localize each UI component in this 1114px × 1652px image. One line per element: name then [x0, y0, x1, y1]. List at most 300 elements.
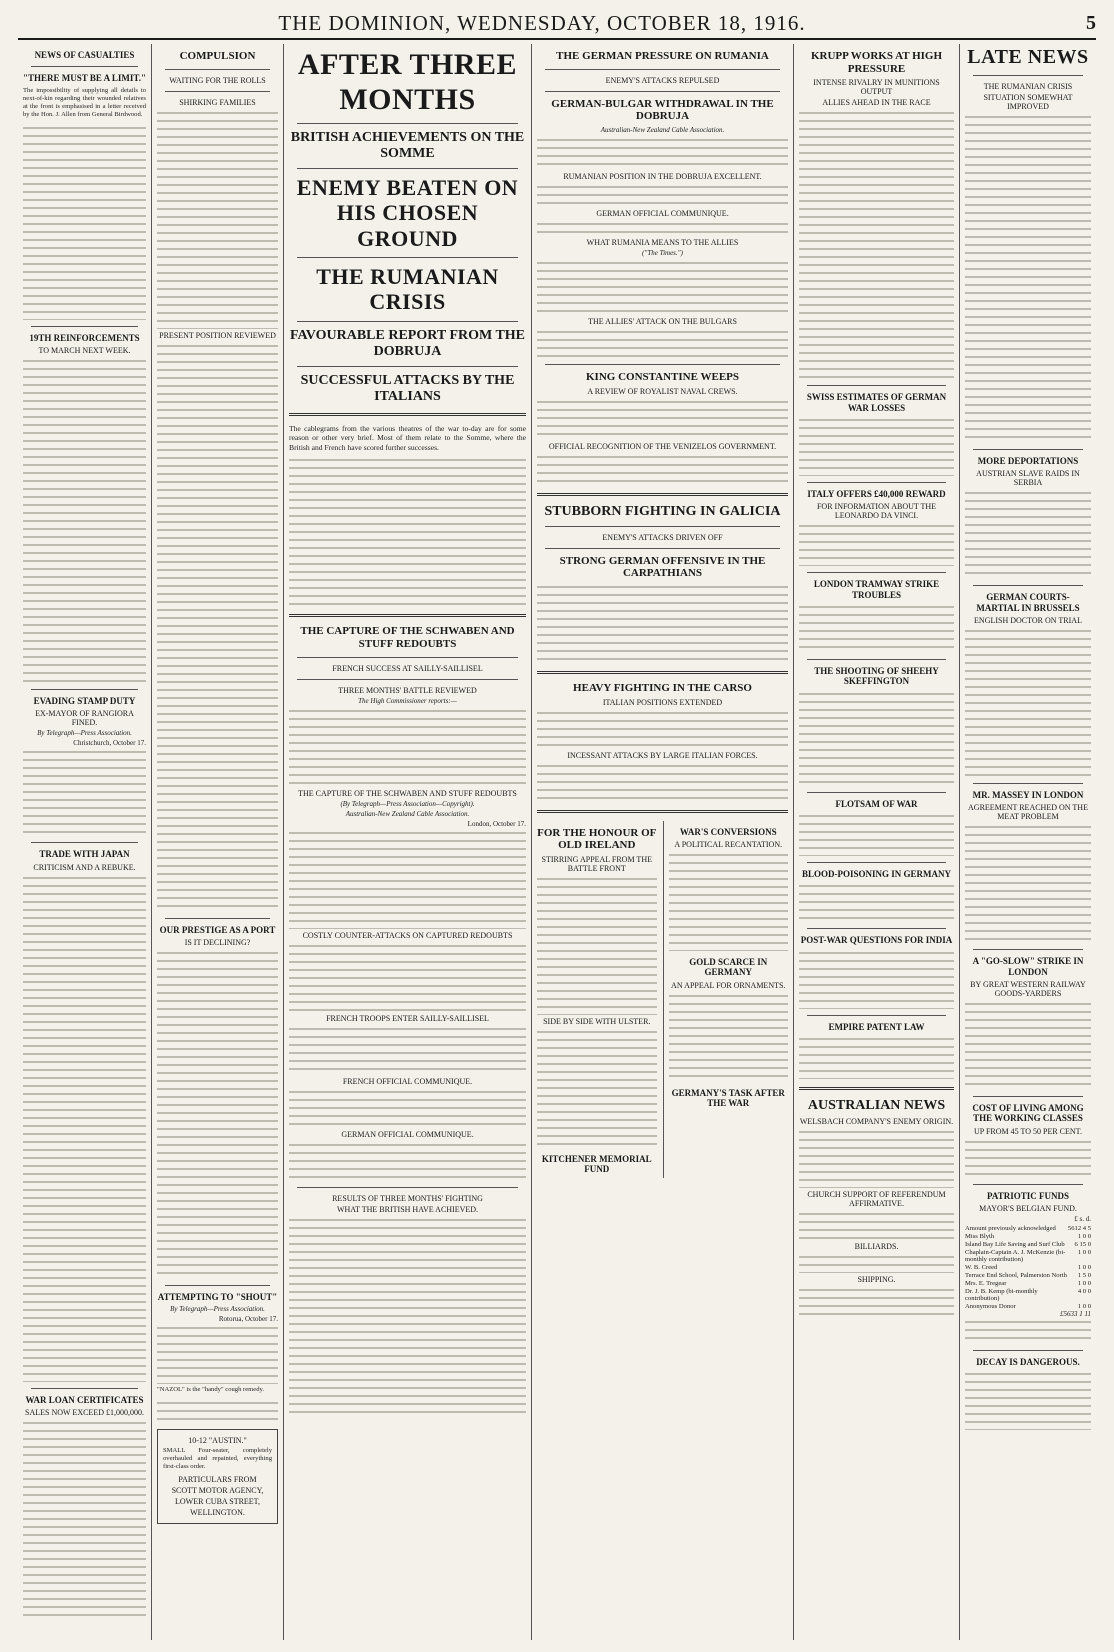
text-block: [537, 709, 788, 749]
subhead-shirking-families: SHIRKING FAMILIES: [179, 97, 256, 107]
divider: [807, 659, 946, 660]
text-lines: [537, 762, 788, 802]
text-lines: [799, 416, 954, 476]
text-block: [799, 1286, 954, 1316]
text-block: [965, 823, 1091, 943]
agency-line: Australian-New Zealand Cable Association.: [600, 125, 725, 134]
headline-honour-ireland: FOR THE HONOUR OF OLD IRELAND: [537, 826, 657, 852]
headline-wars-conversions: WAR'S CONVERSIONS: [679, 826, 777, 837]
subhead-church-support: CHURCH SUPPORT OF REFERENDUM AFFIRMATIVE.: [807, 1190, 946, 1209]
text-block: [537, 398, 788, 440]
subhead-to-march-next-week: TO MARCH NEXT WEEK.: [38, 345, 131, 355]
advert-address: LOWER CUBA STREET,: [175, 1497, 260, 1507]
headline-our-prestige-as-a-port: OUR PRESTIGE AS A PORT: [159, 924, 276, 935]
divider: [973, 449, 1083, 450]
text-lines: [965, 1138, 1091, 1178]
subhead-capture-schwaben-2: THE CAPTURE OF THE SCHWABEN AND STUFF REDOUBTS: [298, 788, 517, 798]
headline-enemy-beaten: ENEMY BEATEN ON HIS CHOSEN GROUND: [296, 175, 519, 251]
subhead-agreement: AGREEMENT REACHED ON THE MEAT PROBLEM: [968, 803, 1088, 822]
text-lines: [289, 829, 526, 929]
double-divider: [799, 1087, 954, 1090]
divider: [973, 585, 1083, 586]
fund-row: [965, 1232, 1091, 1240]
text-block: [799, 1253, 954, 1273]
text-lines: [23, 748, 146, 836]
agency-line: By Telegraph—Press Association.: [37, 729, 132, 738]
text-block: [799, 416, 954, 476]
headline-post-war-india: POST-WAR QUESTIONS FOR INDIA: [800, 935, 953, 946]
text-lines: [23, 874, 146, 1382]
text-lines: [537, 398, 788, 440]
headline-favourable-report: FAVOURABLE REPORT FROM THE DOBRUJA: [289, 327, 526, 359]
text-lines: [289, 456, 526, 606]
double-divider: [537, 810, 788, 813]
divider: [973, 1184, 1083, 1185]
text-lines: [799, 109, 954, 379]
text-block: [965, 627, 1091, 777]
text-block: [799, 949, 954, 1009]
text-lines: [23, 124, 146, 320]
subhead-ex-mayor: EX-MAYOR OF RANGIORA FINED.: [35, 709, 134, 728]
text-lines: [537, 1028, 657, 1148]
headline-go-slow-strike: A "GO-SLOW" STRIKE IN LONDON: [972, 956, 1084, 977]
headline-italy-offers: ITALY OFFERS £40,000 REWARD: [807, 488, 946, 499]
divider: [545, 364, 780, 365]
text-block: [799, 1128, 954, 1188]
fund-row-label: Terrace End School, Palmerston North: [965, 1271, 1067, 1279]
text-lines: [289, 1025, 526, 1075]
fund-row: [965, 1224, 1091, 1232]
subhead-incessant: INCESSANT ATTACKS BY LARGE ITALIAN FORCES.: [567, 750, 758, 760]
text-lines: [965, 823, 1091, 943]
subhead-is-it-declining: IS IT DECLINING?: [184, 937, 251, 947]
text-block: [965, 113, 1091, 443]
subhead-billiards: BILLIARDS.: [854, 1242, 899, 1252]
headline-kitchener-fund: KITCHENER MEMORIAL FUND: [541, 1153, 652, 1175]
text-lines: [157, 342, 278, 912]
headline-british-achievements: BRITISH ACHIEVEMENTS ON THE SOMME: [290, 130, 525, 162]
text-block: [157, 949, 278, 1279]
text-lines: [537, 453, 788, 485]
text-lines: [537, 220, 788, 236]
column-2: [152, 44, 284, 1640]
headline-rumanian-crisis: THE RUMANIAN CRISIS: [316, 264, 499, 315]
headline-capture-schwaben: THE CAPTURE OF THE SCHWABEN AND STUFF REDOUBTS: [300, 625, 515, 650]
divider: [31, 1388, 138, 1389]
text-block: [799, 812, 954, 856]
headline-tramway-strike: LONDON TRAMWAY STRIKE TROUBLES: [813, 579, 940, 600]
divider: [973, 949, 1083, 950]
text-block: [537, 328, 788, 358]
fund-row: [965, 1302, 1091, 1310]
fund-row-label: Anonymous Donor: [965, 1302, 1016, 1310]
fund-row-amount: 1 0 0: [1077, 1263, 1091, 1271]
divider: [297, 168, 518, 169]
text-lines: [799, 1035, 954, 1079]
agency-line: By Telegraph—Press Association.: [170, 1305, 265, 1314]
headline-war-loan-certificates: WAR LOAN CERTIFICATES: [25, 1394, 144, 1405]
text-block: [289, 456, 526, 606]
headline-19th-reinforcements: 19TH REINFORCEMENTS: [29, 332, 140, 343]
fund-row-amount: 1 5 0: [1077, 1271, 1091, 1279]
subhead-great-western: BY GREAT WESTERN RAILWAY GOODS-YARDERS: [970, 980, 1086, 999]
fund-row-amount: 6 15 0: [1074, 1240, 1091, 1248]
ireland-column: [537, 821, 657, 1178]
subhead-rumanian-position: RUMANIAN POSITION IN THE DOBRUJA EXCELLENT.: [563, 171, 762, 181]
subhead-french-success: FRENCH SUCCESS AT SAILLY-SAILLISEL: [332, 663, 483, 673]
headline-late-news: LATE NEWS: [967, 46, 1089, 68]
subhead-sales-now-exceed: SALES NOW EXCEED £1,000,000.: [25, 1407, 144, 1417]
divider: [297, 257, 518, 258]
fund-currency-header: £ s. d.: [1074, 1215, 1091, 1224]
agency-line: The High Commissioner reports:—: [358, 696, 457, 705]
conversions-column: [663, 821, 789, 1178]
text-block: [965, 1370, 1091, 1430]
divider: [297, 1187, 518, 1188]
text-block: [23, 1419, 146, 1619]
divider: [807, 482, 946, 483]
text-lines: [157, 1324, 278, 1384]
fund-row-label: Miss Blyth: [965, 1232, 995, 1240]
text-lines: [965, 489, 1091, 579]
divider: [31, 689, 138, 690]
subhead-allies-ahead: ALLIES AHEAD IN THE RACE: [822, 98, 931, 108]
text-block: [965, 1138, 1091, 1178]
fund-row-amount: 4 0 0: [1077, 1287, 1091, 1295]
text-lines: [965, 113, 1091, 443]
subhead-criticism: CRITICISM AND A REBUKE.: [33, 862, 136, 872]
text-block: [537, 762, 788, 802]
text-block: [289, 1216, 526, 1416]
headline-news-of-casualties: NEWS OF CASUALTIES: [34, 50, 135, 60]
agency-line: Australian-New Zealand Cable Association.: [345, 809, 470, 818]
text-lines: [289, 707, 526, 787]
text-lines: [157, 949, 278, 1279]
subhead-intense-rivalry: INTENSE RIVALRY IN MUNITIONS OUTPUT: [813, 78, 940, 97]
text-block: [799, 603, 954, 653]
divider: [545, 548, 780, 549]
text-lines: [157, 109, 278, 329]
subhead-english-doctor: ENGLISH DOCTOR ON TRIAL: [974, 616, 1082, 626]
headline-german-pressure: THE GERMAN PRESSURE ON RUMANIA: [556, 50, 769, 62]
subhead-results: RESULTS OF THREE MONTHS' FIGHTING: [332, 1193, 483, 1203]
headline-withdrawal: GERMAN-BULGAR WITHDRAWAL IN THE DOBRUJA: [551, 97, 774, 123]
double-divider: [289, 413, 526, 416]
double-divider: [537, 493, 788, 496]
divider: [297, 321, 518, 322]
divider: [165, 69, 270, 70]
subhead-german-official: GERMAN OFFICIAL COMMUNIQUE.: [341, 1129, 474, 1139]
fund-row-amount: 5612 4 5: [1067, 1224, 1091, 1232]
text-lines: [799, 603, 954, 653]
subhead-review: A REVIEW OF ROYALIST NAVAL CREWS.: [587, 386, 738, 396]
austin-advert: [157, 1429, 278, 1525]
headline-empire-patent: EMPIRE PATENT LAW: [828, 1021, 925, 1032]
text-lines: [289, 942, 526, 1012]
headline-carpathians: STRONG GERMAN OFFENSIVE IN THE CARPATHIANS: [559, 554, 766, 580]
subhead-stirring-appeal: STIRRING APPEAL FROM THE BATTLE FRONT: [541, 854, 652, 873]
text-block: [289, 942, 526, 1012]
divider: [973, 783, 1083, 784]
divider: [297, 366, 518, 367]
page-number: 5: [1086, 11, 1096, 34]
fund-row: [965, 1279, 1091, 1287]
text-block: [289, 1088, 526, 1128]
text-block: [157, 1324, 278, 1384]
fund-row-amount: 1 0 0: [1077, 1302, 1091, 1310]
text-lines: [289, 1088, 526, 1128]
fund-rows: [965, 1224, 1091, 1310]
text-lines: [537, 875, 657, 1015]
text-block: [669, 851, 789, 951]
text-block: [799, 1035, 954, 1079]
text-lines: [157, 1399, 278, 1423]
headline-carso: HEAVY FIGHTING IN THE CARSO: [573, 681, 752, 694]
subhead-up-from-45: UP FROM 45 TO 50 PER CENT.: [974, 1126, 1082, 1136]
divider: [807, 928, 946, 929]
headline-blood-poisoning: BLOOD-POISONING IN GERMANY: [801, 869, 951, 880]
column-4: [532, 44, 794, 1640]
fund-table: [965, 1224, 1091, 1310]
text-block: [537, 1028, 657, 1148]
headline-attempting-to-shout: ATTEMPTING TO "SHOUT": [157, 1291, 278, 1302]
text-block: [23, 124, 146, 320]
column-5: [794, 44, 960, 1640]
text-block: [23, 874, 146, 1382]
fund-row-label: Island Bay Life Saving and Surf Club: [965, 1240, 1065, 1248]
headline-australian-news: AUSTRALIAN NEWS: [807, 1098, 946, 1114]
divider: [297, 657, 518, 658]
dateline: Christchurch, October 17.: [73, 739, 146, 748]
headline-flotsam: FLOTSAM OF WAR: [835, 798, 918, 809]
subhead-french-official: FRENCH OFFICIAL COMMUNIQUE.: [342, 1076, 473, 1086]
headline-patriotic-funds: PATRIOTIC FUNDS: [987, 1190, 1069, 1201]
headline-deportations: MORE DEPORTATIONS: [977, 456, 1079, 466]
subhead-allies-attack: THE ALLIES' ATTACK ON THE BULGARS: [588, 316, 737, 326]
text-block: [965, 1000, 1091, 1090]
subhead-leonardo: FOR INFORMATION ABOUT THE LEONARDO DA VINCI.: [816, 502, 937, 521]
fund-row-label: Amount previously acknowledged: [965, 1224, 1056, 1232]
divider: [31, 326, 138, 327]
text-lines: [799, 1210, 954, 1240]
text-block: [799, 1210, 954, 1240]
text-lines: [799, 690, 954, 786]
advert-city: WELLINGTON.: [190, 1508, 245, 1518]
subhead-french-troops: FRENCH TROOPS ENTER SAILLY-SAILLISEL: [326, 1013, 489, 1023]
subhead-enemys-attacks-repulsed: ENEMY'S ATTACKS REPULSED: [605, 75, 720, 85]
headline-courts-martial: GERMAN COURTS-MARTIAL IN BRUSSELS: [976, 592, 1080, 613]
text-block: [23, 748, 146, 836]
source-times: ("The Times."): [642, 248, 683, 257]
lead-paragraph: The cablegrams from the various theatres of the war to-day are for some reason or other very brief. Most of them relate to the Somme, where the British and French have scored further successes.: [289, 424, 526, 452]
text-block: [289, 1025, 526, 1075]
text-lines: [289, 1141, 526, 1181]
text-block: [537, 259, 788, 315]
text-block: [537, 220, 788, 236]
text-block: [289, 829, 526, 929]
fund-row: [965, 1271, 1091, 1279]
dateline: London, October 17.: [467, 819, 526, 828]
headline-cost-of-living: COST OF LIVING AMONG THE WORKING CLASSES: [972, 1103, 1084, 1124]
divider: [165, 1285, 270, 1286]
advert-particulars: PARTICULARS FROM: [178, 1475, 257, 1485]
divider: [297, 679, 518, 680]
headline-gold-scarce: GOLD SCARCE IN GERMANY: [689, 956, 768, 978]
lower-two-column-block: [537, 821, 788, 1178]
advert-agency-name: SCOTT MOTOR AGENCY,: [171, 1486, 264, 1496]
newspaper-title: THE DOMINION, WEDNESDAY, OCTOBER 18, 1916.: [278, 10, 806, 35]
text-lines: [23, 357, 146, 683]
divider: [31, 66, 138, 67]
divider: [807, 572, 946, 573]
divider: [165, 91, 270, 92]
text-lines: [537, 709, 788, 749]
headline-swiss-estimates: SWISS ESTIMATES OF GERMAN WAR LOSSES: [806, 392, 947, 413]
subhead-what-rumania-means: WHAT RUMANIA MEANS TO THE ALLIES: [586, 237, 739, 247]
subhead-enemy-driven-off: ENEMY'S ATTACKS DRIVEN OFF: [602, 532, 723, 542]
subhead-present-position-reviewed: PRESENT POSITION REVIEWED: [159, 330, 276, 340]
text-block: [157, 1399, 278, 1423]
text-lines: [669, 992, 789, 1082]
nazol-advert: "NAZOL" is the "handy" cough remedy.: [157, 1386, 265, 1394]
subhead-costly-counter-attacks: COSTLY COUNTER-ATTACKS ON CAPTURED REDOUBTS: [302, 930, 513, 940]
subhead-austrian-slave-raids: AUSTRIAN SLAVE RAIDS IN SERBIA: [976, 469, 1080, 488]
text-block: [537, 183, 788, 207]
text-block: [289, 1141, 526, 1181]
text-lines: [799, 1253, 954, 1273]
headline-krupp-works: KRUPP WORKS AT HIGH PRESSURE: [810, 50, 943, 75]
main-headline: AFTER THREE MONTHS: [297, 48, 518, 116]
text-lines: [799, 1128, 954, 1188]
subhead-waiting-for-the-rolls: WAITING FOR THE ROLLS: [169, 75, 266, 85]
subhead-situation: SITUATION SOMEWHAT IMPROVED: [983, 93, 1073, 111]
text-block: [799, 522, 954, 566]
text-lines: [537, 328, 788, 358]
divider: [973, 1350, 1083, 1351]
double-divider: [289, 614, 526, 617]
headline-galicia: STUBBORN FIGHTING IN GALICIA: [544, 503, 781, 519]
text-block: [537, 453, 788, 485]
article-body-casualties: The impossibility of supplying all details to next-of-kin regarding their wounded relatives at the front is emphasised in a letter received by the Hon. J. Allen from General Birdwood.: [23, 86, 146, 119]
text-lines: [537, 136, 788, 170]
fund-row-label: Mrs. E. Tregear: [965, 1279, 1007, 1287]
text-block: [799, 690, 954, 786]
text-lines: [537, 583, 788, 663]
divider: [973, 75, 1083, 76]
text-block: [289, 707, 526, 787]
fund-row-label: Dr. J. B. Kemp (bi-monthly contribution): [965, 1287, 1038, 1302]
text-block: [799, 882, 954, 922]
masthead: [18, 8, 1096, 40]
text-lines: [965, 1000, 1091, 1090]
headline-germanys-task: GERMANY'S TASK AFTER THE WAR: [671, 1087, 785, 1108]
divider: [545, 91, 780, 92]
text-lines: [799, 949, 954, 1009]
divider: [31, 842, 138, 843]
text-lines: [965, 1370, 1091, 1430]
fund-row-amount: 1 0 0: [1077, 1279, 1091, 1287]
divider: [297, 123, 518, 124]
text-lines: [799, 882, 954, 922]
text-lines: [289, 1216, 526, 1416]
text-lines: [965, 627, 1091, 777]
subhead-side-by-side: SIDE BY SIDE WITH ULSTER.: [543, 1016, 651, 1026]
fund-row: [965, 1248, 1091, 1263]
dateline: Rotorua, October 17.: [218, 1315, 278, 1324]
text-block: [537, 136, 788, 170]
subhead-mayors-belgian-fund: MAYOR'S BELGIAN FUND.: [979, 1204, 1077, 1214]
headline-massey-in-london: MR. MASSEY IN LONDON: [972, 790, 1084, 801]
text-lines: [799, 1286, 954, 1316]
divider: [545, 526, 780, 527]
subhead-there-must-be-a-limit: "THERE MUST BE A LIMIT.": [23, 73, 146, 84]
text-lines: [965, 1318, 1091, 1344]
subhead-official-recognition: OFFICIAL RECOGNITION OF THE VENIZELOS GOVERNMENT.: [548, 441, 777, 451]
subhead-what-british-achieved: WHAT THE BRITISH HAVE ACHIEVED.: [336, 1204, 479, 1214]
text-block: [965, 1318, 1091, 1344]
divider: [545, 69, 780, 70]
divider: [807, 1015, 946, 1016]
subhead-italian-positions: ITALIAN POSITIONS EXTENDED: [602, 697, 723, 707]
column-1: [18, 44, 152, 1640]
text-block: [157, 342, 278, 912]
fund-row: [965, 1240, 1091, 1248]
text-block: [799, 109, 954, 379]
divider: [807, 385, 946, 386]
fund-row-amount: 1 0 0: [1077, 1232, 1091, 1240]
headline-decay-is-dangerous: DECAY IS DANGEROUS.: [976, 1357, 1080, 1368]
headline-skeffington: THE SHOOTING OF SHEEHY SKEFFINGTON: [814, 666, 939, 687]
subhead-political-recantation: A POLITICAL RECANTATION.: [674, 839, 783, 849]
headline-trade-with-japan: TRADE WITH JAPAN: [39, 849, 130, 860]
double-divider: [537, 671, 788, 674]
agency-line: (By Telegraph—Press Association—Copyright).: [340, 799, 475, 808]
text-lines: [799, 812, 954, 856]
text-lines: [537, 259, 788, 315]
text-lines: [799, 522, 954, 566]
fund-total: £5633 1 11: [1060, 1310, 1091, 1319]
column-3: [284, 44, 532, 1640]
text-block: [157, 109, 278, 329]
headline-compulsion: COMPULSION: [179, 50, 256, 62]
subhead-appeal-ornaments: AN APPEAL FOR ORNAMENTS.: [671, 980, 786, 990]
divider: [807, 862, 946, 863]
advert-body: SMALL Four-seater, completely overhauled and repainted, everything first-class order.: [163, 1446, 272, 1470]
fund-row-label: W. B. Creed: [965, 1263, 998, 1271]
headline-successful-attacks: SUCCESSFUL ATTACKS BY THE ITALIANS: [300, 372, 515, 404]
column-6: [960, 44, 1096, 1640]
text-block: [537, 875, 657, 1015]
subhead-shipping: SHIPPING.: [857, 1275, 896, 1285]
subhead-welsbach: WELSBACH COMPANY'S ENEMY ORIGIN.: [799, 1117, 954, 1127]
subhead-german-official: GERMAN OFFICIAL COMMUNIQUE.: [596, 208, 729, 218]
headline-evading-stamp-duty: EVADING STAMP DUTY: [33, 695, 136, 706]
text-block: [669, 992, 789, 1082]
headline-king-constantine: KING CONSTANTINE WEEPS: [585, 370, 740, 383]
divider: [165, 918, 270, 919]
divider: [973, 1096, 1083, 1097]
text-lines: [23, 1419, 146, 1619]
fund-row-label: Chaplain-Captain A. J. McKenzie (bi-monthly contribution): [965, 1248, 1066, 1263]
advert-heading: 10-12 "AUSTIN.": [188, 1435, 247, 1445]
fund-row: [965, 1263, 1091, 1271]
text-block: [23, 357, 146, 683]
text-lines: [537, 183, 788, 207]
subhead-rumanian-crisis: THE RUMANIAN CRISIS: [983, 82, 1073, 91]
subhead-three-months-battle: THREE MONTHS' BATTLE REVIEWED: [338, 685, 477, 695]
text-lines: [669, 851, 789, 951]
fund-row: [965, 1287, 1091, 1302]
